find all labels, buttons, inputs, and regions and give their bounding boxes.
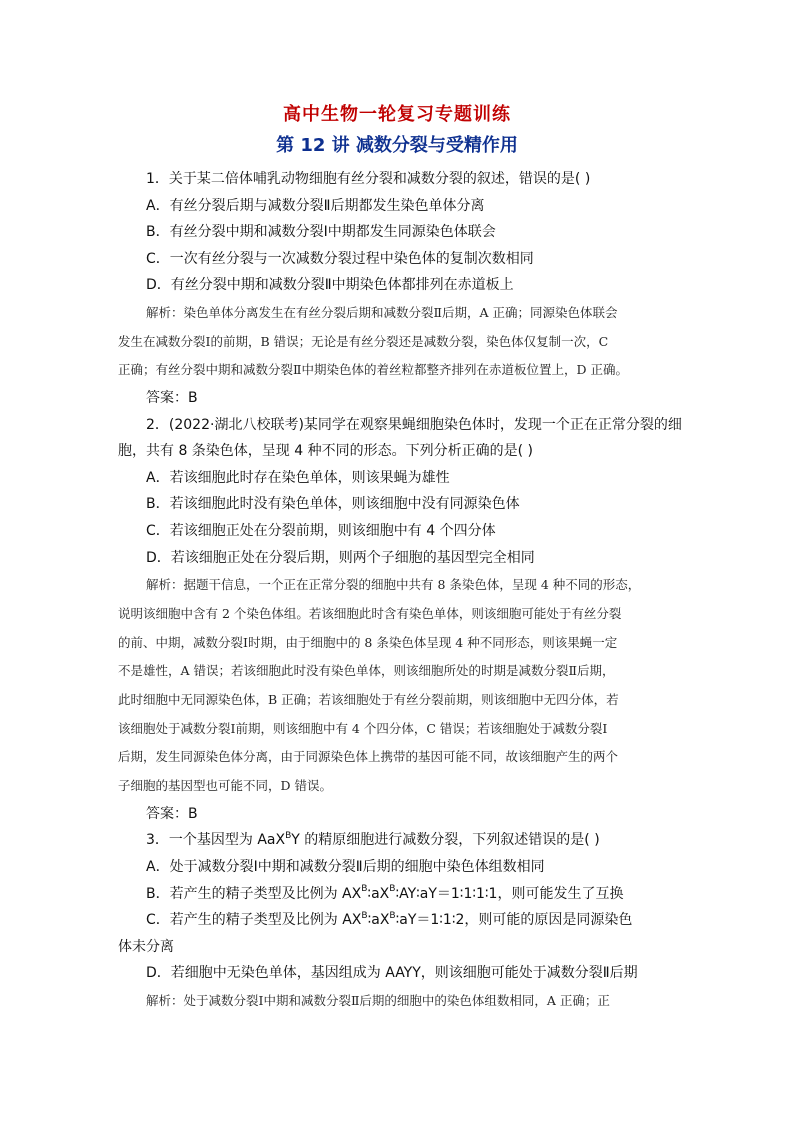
q1-stem: 1．关于某二倍体哺乳动物细胞有丝分裂和减数分裂的叙述，错误的是( ) — [146, 171, 591, 187]
q3-option-a: A．处于减数分裂Ⅰ中期和减数分裂Ⅱ后期的细胞中染色体组数相同 — [146, 859, 545, 876]
q2-answer: 答案：B — [146, 805, 198, 822]
q3-option-b-superscript: B — [389, 883, 396, 894]
q2-option-a: A．若该细胞此时存在染色单体，则该果蝇为雄性 — [146, 469, 450, 486]
q1-option-d: D．有丝分裂中期和减数分裂Ⅱ中期染色体都排列在赤道板上 — [146, 277, 514, 294]
q1-explanation-line: 正确；有丝分裂中期和减数分裂Ⅱ中期染色体的着丝粒都整齐排列在赤道板位置上，D 正确。 — [118, 362, 628, 378]
q2-explanation-line: 后期，发生同源染色体分离，由于同源染色体上携带的基因可能不同，故该细胞产生的两个 — [118, 749, 619, 765]
document-body — [118, 166, 682, 1016]
q2-option-c: C．若该细胞正处在分裂前期，则该细胞中有 4 个四分体 — [146, 523, 496, 540]
q3-option-b — [118, 881, 678, 908]
q3-option-b-superscript: B — [361, 883, 368, 894]
q2-explanation-line: 此时细胞中无同源染色体，B 正确；若该细胞处于有丝分裂前期，则该细胞中无四分体，若 — [118, 692, 619, 708]
q3-option-b-part: ∶aX — [367, 885, 390, 902]
q3-option-c-part: C．若产生的精子类型及比例为 AX — [146, 912, 362, 929]
q2-option-b: B．若该细胞此时没有染色单体，则该细胞中没有同源染色体 — [146, 496, 520, 513]
q1-option-b: B．有丝分裂中期和减数分裂Ⅰ中期都发生同源染色体联会 — [146, 224, 496, 241]
q3-option-c-part: ∶aY＝1∶1∶2，则可能的原因是同源染色 — [395, 912, 633, 929]
q3-option-c-superscript: B — [361, 910, 368, 921]
q3-stem-part: Y 的精原细胞进行减数分裂，下列叙述错误的是( ) — [291, 832, 600, 849]
q2-explanation-line: 解析：据题干信息，一个正在正常分裂的细胞中共有 8 条染色体，呈现 4 种不同的形态， — [146, 577, 641, 593]
q3-option-c-superscript: B — [389, 910, 396, 921]
q1-explanation-line: 发生在减数分裂Ⅰ的前期，B 错误；无论是有丝分裂还是减数分裂，染色体仅复制一次，C — [118, 333, 609, 349]
q3-option-d: D．若细胞中无染色单体，基因组成为 AAYY，则该细胞可能处于减数分裂Ⅱ后期 — [146, 965, 638, 982]
q3-option-b-part: B．若产生的精子类型及比例为 AX — [146, 885, 362, 902]
q3-option-b-part: ∶AY∶aY＝1∶1∶1∶1，则可能发生了互换 — [395, 885, 624, 902]
q1-option-a: A．有丝分裂后期与减数分裂Ⅱ后期都发生染色单体分离 — [146, 197, 485, 214]
document-title: 高中生物一轮复习专题训练 — [283, 104, 511, 125]
q3-option-c-part: ∶aX — [367, 912, 390, 929]
q1-option-c: C．一次有丝分裂与一次减数分裂过程中染色体的复制次数相同 — [146, 250, 534, 267]
lesson-title: 第 12 讲 减数分裂与受精作用 — [276, 135, 518, 156]
q1-answer: 答案：B — [146, 390, 198, 407]
q2-explanation-line: 说明该细胞中含有 2 个染色体组。若该细胞此时含有染色单体，则该细胞可能处于有丝分裂 — [118, 605, 622, 621]
q3-option-c — [118, 907, 678, 934]
q2-stem-line: 胞，共有 8 条染色体，呈现 4 种不同的形态。下列分析正确的是( ) — [118, 443, 533, 460]
q2-explanation-line: 的前、中期，减数分裂Ⅰ时期，由于细胞中的 8 条染色体呈现 4 种不同形态，则该果蝇一定 — [118, 634, 618, 650]
q3-stem-part: 3．一个基因型为 AaX — [146, 832, 286, 849]
q3-stem — [118, 827, 678, 854]
q3-explanation-line: 解析：处于减数分裂Ⅰ中期和减数分裂Ⅱ后期的细胞中的染色体组数相同，A 正确；正 — [146, 993, 610, 1009]
q2-explanation-line: 子细胞的基因型也可能不同，D 错误。 — [118, 778, 332, 794]
q2-option-d: D．若该细胞正处在分裂后期，则两个子细胞的基因型完全相同 — [146, 549, 535, 566]
q1-explanation-line: 解析：染色单体分离发生在有丝分裂后期和减数分裂Ⅱ后期，A 正确；同源染色体联会 — [146, 304, 618, 320]
q3-stem-superscript: B — [285, 830, 292, 841]
q2-stem-line: 2．(2022·湖北八校联考)某同学在观察果蝇细胞染色体时，发现一个正在正常分裂的细 — [146, 416, 682, 433]
q3-option-c-continued: 体未分离 — [118, 938, 174, 955]
q2-explanation-line: 不是雄性，A 错误；若该细胞此时没有染色单体，则该细胞所处的时期是减数分裂Ⅱ后期， — [118, 663, 615, 679]
q2-explanation-line: 该细胞处于减数分裂Ⅰ前期，则该细胞中有 4 个四分体，C 错误；若该细胞处于减数分裂Ⅰ — [118, 720, 608, 736]
